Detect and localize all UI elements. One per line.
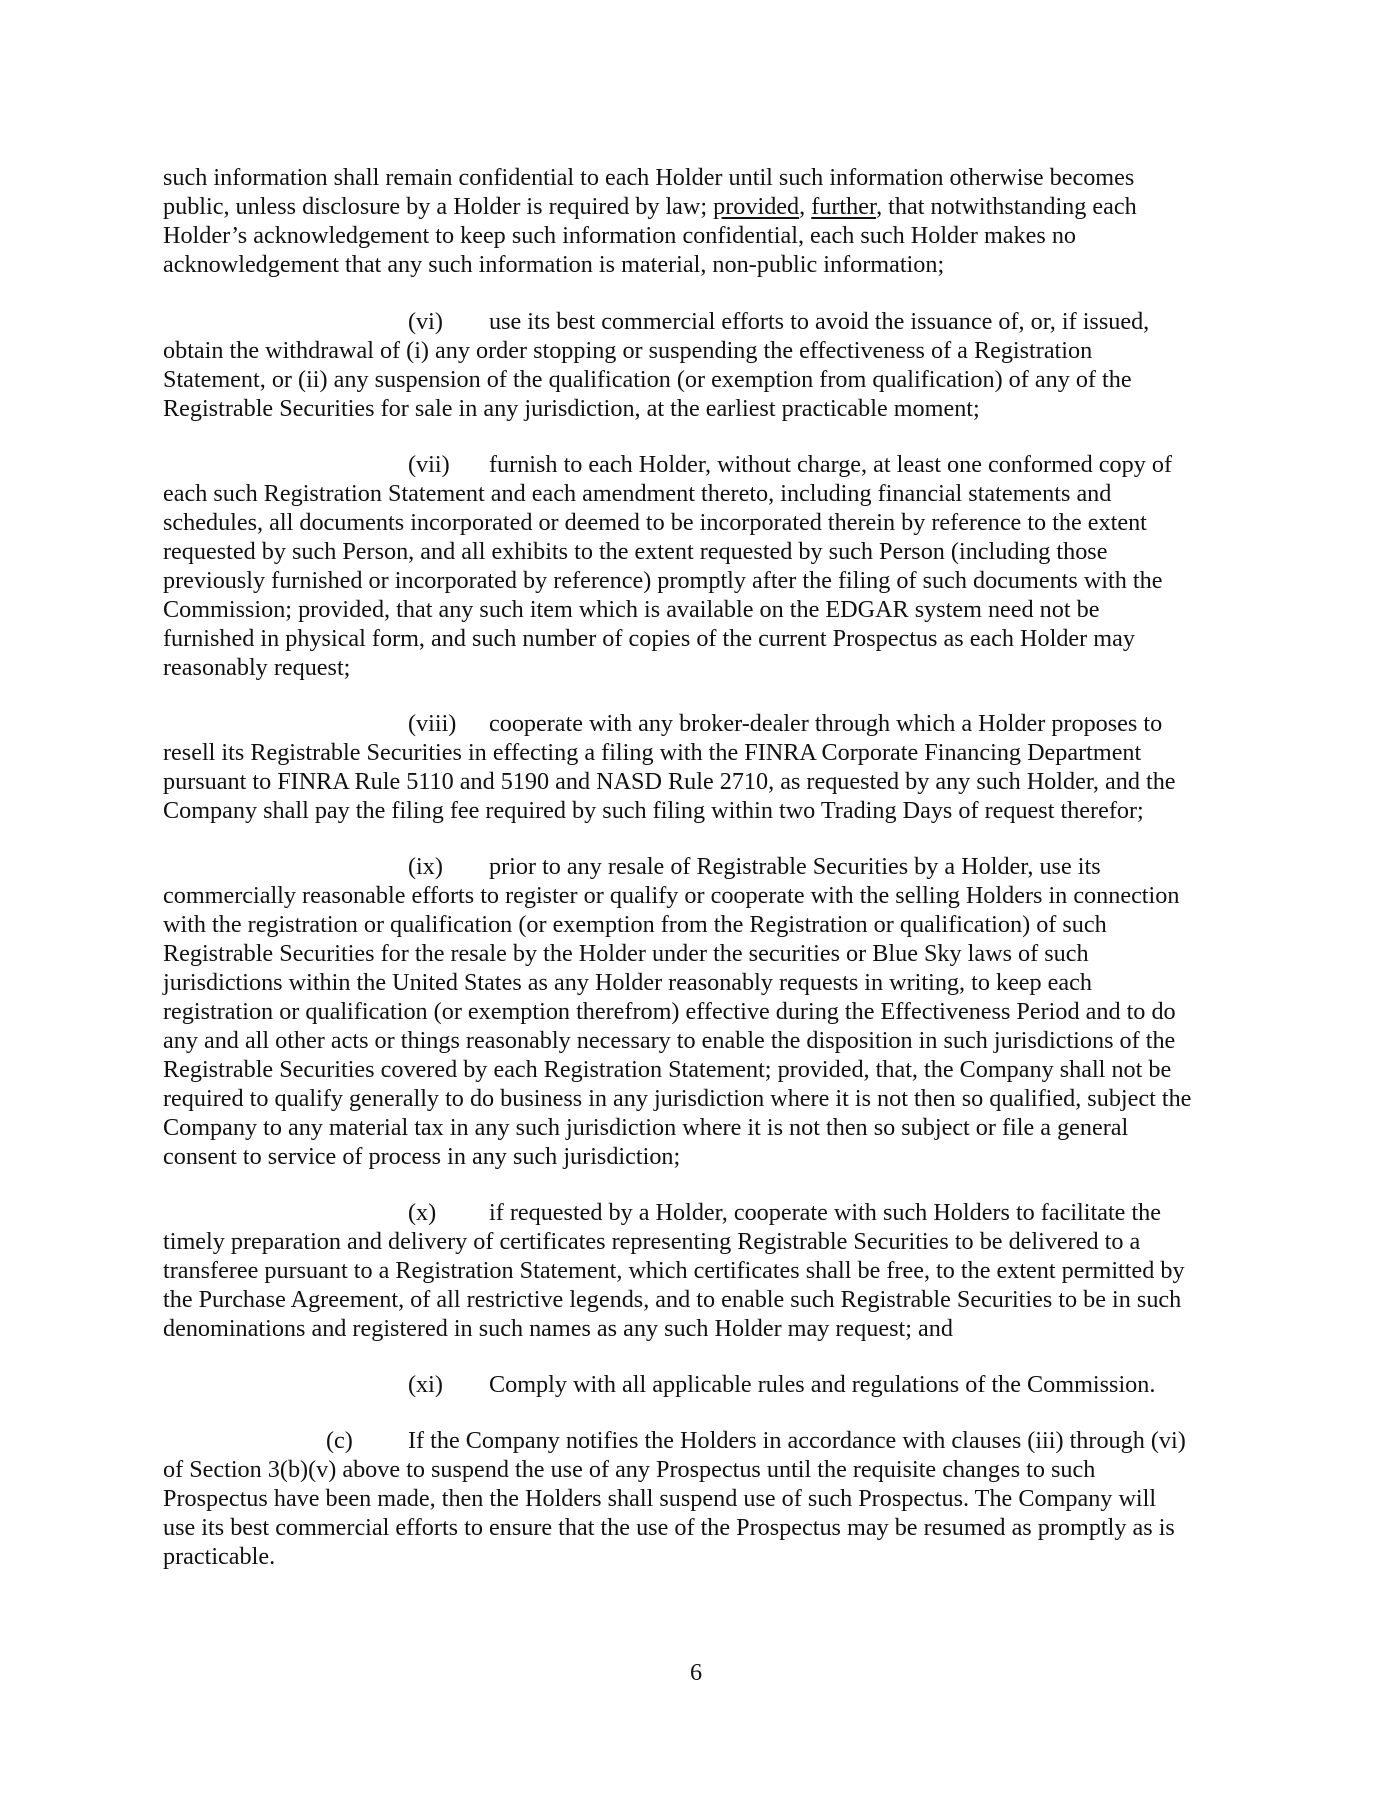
clause-marker: (c) [326, 1427, 353, 1454]
clause-vi-line: obtain the withdrawal of (i) any order stopping or suspending the effectiveness of a Registration [163, 337, 1093, 364]
clause-ix-line: Registrable Securities for the resale by the Holder under the securities or Blue Sky laws of such [163, 940, 1089, 967]
clause-viii-line: resell its Registrable Securities in effecting a filing with the FINRA Corporate Financing Department [163, 739, 1142, 766]
clause-c-line: of Section 3(b)(v) above to suspend the use of any Prospectus until the requisite changes to such [163, 1456, 1096, 1483]
clause-ix-line: Registrable Securities covered by each Registration Statement; provided, that, the Company shall not be [163, 1056, 1172, 1083]
further-underlined: further [811, 193, 877, 220]
clause-marker: (ix) [408, 853, 443, 880]
clause-vii-line: Commission; provided, that any such item which is available on the EDGAR system need not be [163, 596, 1100, 623]
page-number: 6 [689, 1659, 703, 1686]
clause-ix-line: with the registration or qualification (or exemption from the Registration or qualification) of such [163, 911, 1107, 938]
clause-ix-line: Company to any material tax in any such jurisdiction where it is not then so subject or file a general [163, 1114, 1129, 1141]
clause-vii-line: (vii) furnish to each Holder, without charge, at least one conformed copy of [408, 451, 1173, 478]
clause-ix-line: commercially reasonable efforts to register or qualify or cooperate with the selling Holders in connection [163, 882, 1180, 909]
clause-c-line: (c) If the Company notifies the Holders in accordance with clauses (iii) through (vi) [326, 1427, 1186, 1454]
clause-x-line: the Purchase Agreement, of all restrictive legends, and to enable such Registrable Securities to be in such [163, 1286, 1182, 1313]
clause-vii-line: requested by such Person, and all exhibits to the extent requested by such Person (including those [163, 538, 1108, 565]
clause-marker: (xi) [408, 1371, 443, 1398]
clause-viii-line: (viii) cooperate with any broker-dealer through which a Holder proposes to [408, 710, 1163, 737]
clause-vii-line: schedules, all documents incorporated or deemed to be incorporated therein by reference to the extent [163, 509, 1147, 536]
provided-underlined: provided [713, 193, 800, 220]
clause-viii-line: pursuant to FINRA Rule 5110 and 5190 and NASD Rule 2710, as requested by any such Holder, and the [163, 768, 1176, 795]
clause-ix-line: registration or qualification (or exemption therefrom) effective during the Effectiveness Period and to do [163, 998, 1176, 1025]
clause-viii-line: Company shall pay the filing fee required by such filing within two Trading Days of request therefor; [163, 797, 1144, 824]
clause-marker: (x) [408, 1199, 437, 1226]
clause-vii-line: previously furnished or incorporated by reference) promptly after the filing of such documents with the [163, 567, 1163, 594]
clause-x-line: (x) if requested by a Holder, cooperate with such Holders to facilitate the [408, 1199, 1162, 1226]
clause-c-line: Prospectus have been made, then the Holders shall suspend use of such Prospectus. The Company will [163, 1485, 1157, 1512]
clause-ix-line: consent to service of process in any such jurisdiction; [163, 1143, 681, 1170]
clause-marker: (viii) [408, 710, 457, 737]
clause-xi-line: (xi) Comply with all applicable rules and regulations of the Commission. [408, 1371, 1156, 1398]
intro-line: Holder’s acknowledgement to keep such information confidential, each such Holder makes no [163, 222, 1077, 249]
clause-c-line: use its best commercial efforts to ensure that the use of the Prospectus may be resumed as promptly as is [163, 1514, 1175, 1541]
clause-ix-line: required to qualify generally to do business in any jurisdiction where it is not then so qualified, subject the [163, 1085, 1192, 1112]
clause-vii-line: each such Registration Statement and each amendment thereto, including financial statements and [163, 480, 1112, 507]
clause-ix-line: jurisdictions within the United States as any Holder reasonably requests in writing, to keep each [163, 969, 1092, 996]
clause-vii-line: reasonably request; [163, 654, 351, 681]
intro-line: such information shall remain confidential to each Holder until such information otherwise becomes [163, 164, 1135, 191]
clause-vii-line: furnished in physical form, and such number of copies of the current Prospectus as each Holder may [163, 625, 1135, 652]
clause-vi-line: Registrable Securities for sale in any jurisdiction, at the earliest practicable moment; [163, 395, 980, 422]
clause-ix-line: (ix) prior to any resale of Registrable Securities by a Holder, use its [408, 853, 1101, 880]
clause-x-line: timely preparation and delivery of certificates representing Registrable Securities to be delivered to a [163, 1228, 1141, 1255]
clause-ix-line: any and all other acts or things reasonably necessary to enable the disposition in such jurisdictions of the [163, 1027, 1176, 1054]
intro-line: acknowledgement that any such information is material, non-public information; [163, 251, 945, 278]
intro-line: public, unless disclosure by a Holder is required by law; provided, further, that notwithstanding each [163, 193, 1137, 220]
clause-marker: (vi) [408, 308, 443, 335]
clause-x-line: denominations and registered in such names as any such Holder may request; and [163, 1315, 953, 1342]
clause-x-line: transferee pursuant to a Registration Statement, which certificates shall be free, to the extent permitted by [163, 1257, 1185, 1284]
clause-marker: (vii) [408, 451, 450, 478]
clause-vi-line: (vi) use its best commercial efforts to avoid the issuance of, or, if issued, [408, 308, 1150, 335]
clause-c-line: practicable. [163, 1543, 276, 1570]
clause-vi-line: Statement, or (ii) any suspension of the qualification (or exemption from qualification) of any of the [163, 366, 1132, 393]
